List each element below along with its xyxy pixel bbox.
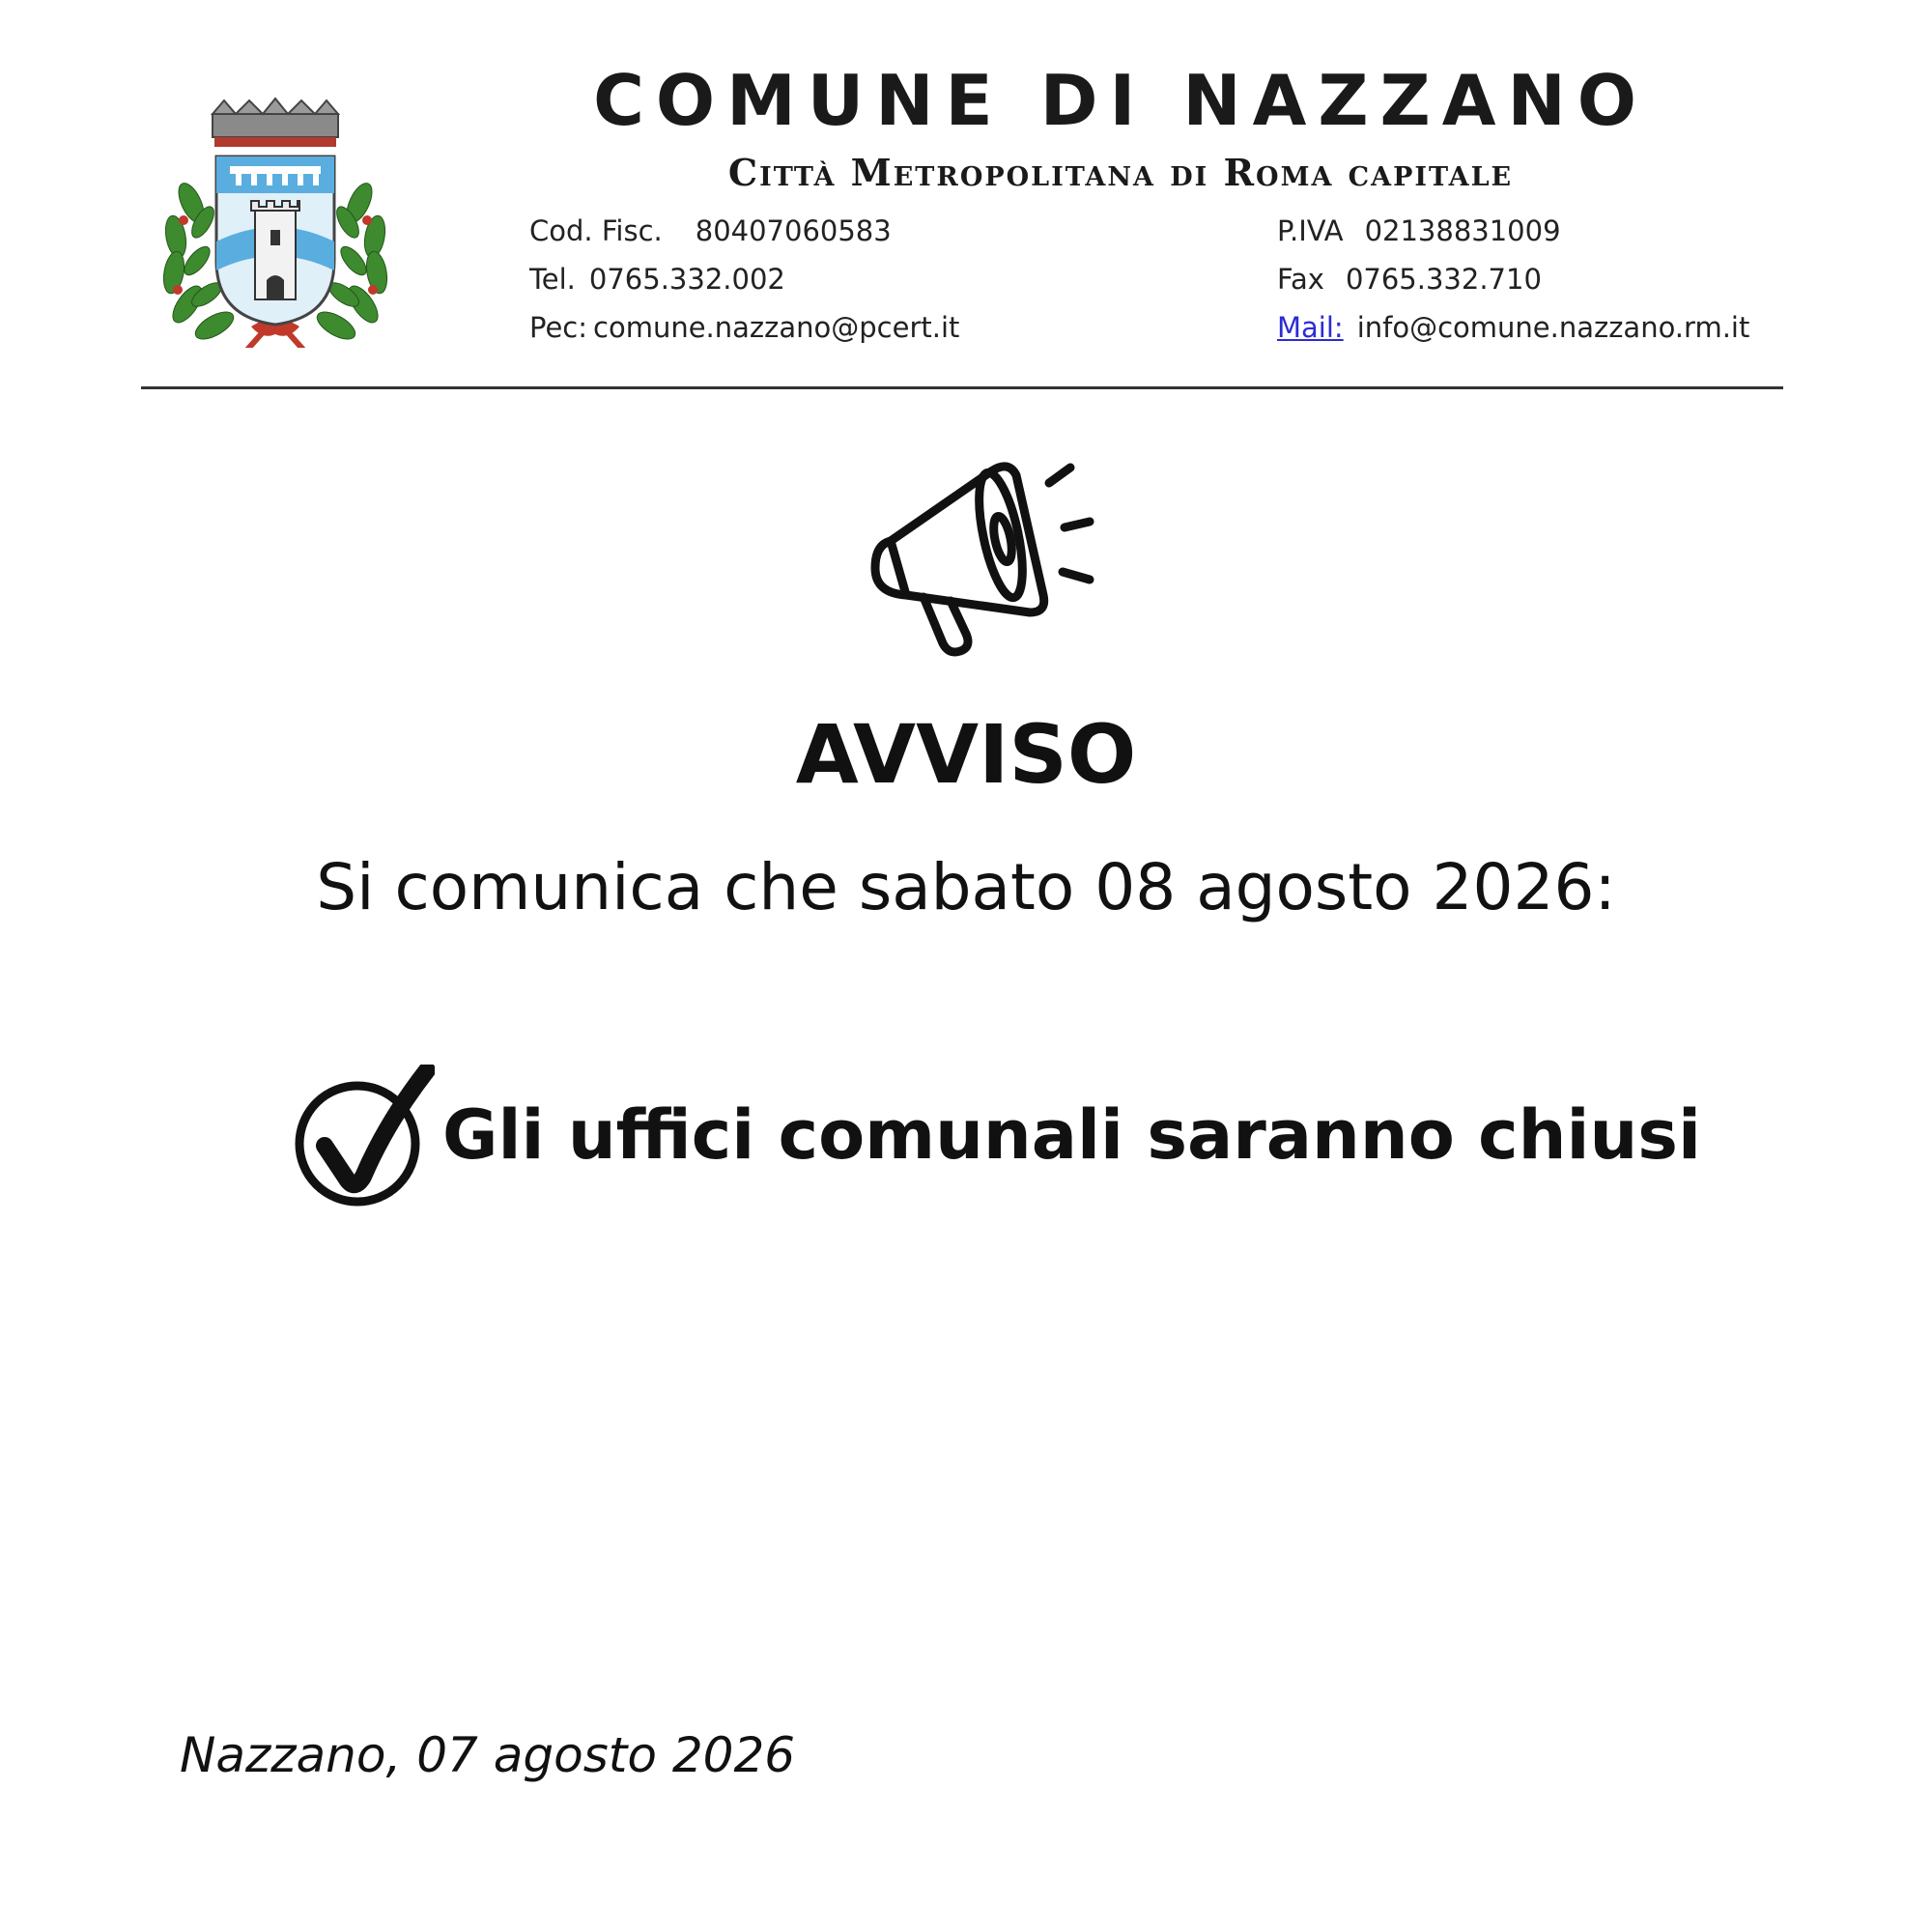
notice-intro: Si comunica che sabato 08 agosto 2026: [316,850,1616,924]
fax-value: 0765.332.710 [1345,263,1542,296]
megaphone-icon [837,450,1107,663]
fax-line [1277,263,1542,296]
vat-label: P.IVA [1277,214,1344,247]
tax-code-line [529,214,892,247]
tax-code-value: 80407060583 [695,214,892,247]
vat-value: 02138831009 [1364,214,1561,247]
mail-label-link[interactable]: Mail: [1277,311,1344,344]
pec-label: Pec: [529,311,588,344]
notice-item: Gli uffici comunali saranno chiusi [442,1095,1701,1175]
tax-code-label: Cod. Fisc. [529,214,663,247]
header-divider [141,386,1783,389]
checkmark-circle-icon [292,1065,435,1209]
phone-line [529,263,785,296]
pec-line [529,311,959,344]
org-subtitle: Città Metropolitana di Roma capitale [727,151,1514,194]
notice-title: AVVISO [795,707,1137,802]
org-name: COMUNE DI NAZZANO [593,60,1648,141]
fax-label: Fax [1277,263,1324,296]
signature-date: Nazzano, 07 agosto 2026 [180,1727,796,1783]
pec-value: comune.nazzano@pcert.it [593,311,960,344]
phone-value: 0765.332.002 [588,263,785,296]
vat-line [1277,214,1561,247]
mail-line [1277,311,1749,344]
mail-value: info@comune.nazzano.rm.it [1356,311,1750,344]
coat-of-arms-icon [155,97,396,348]
phone-label: Tel. [529,263,576,296]
